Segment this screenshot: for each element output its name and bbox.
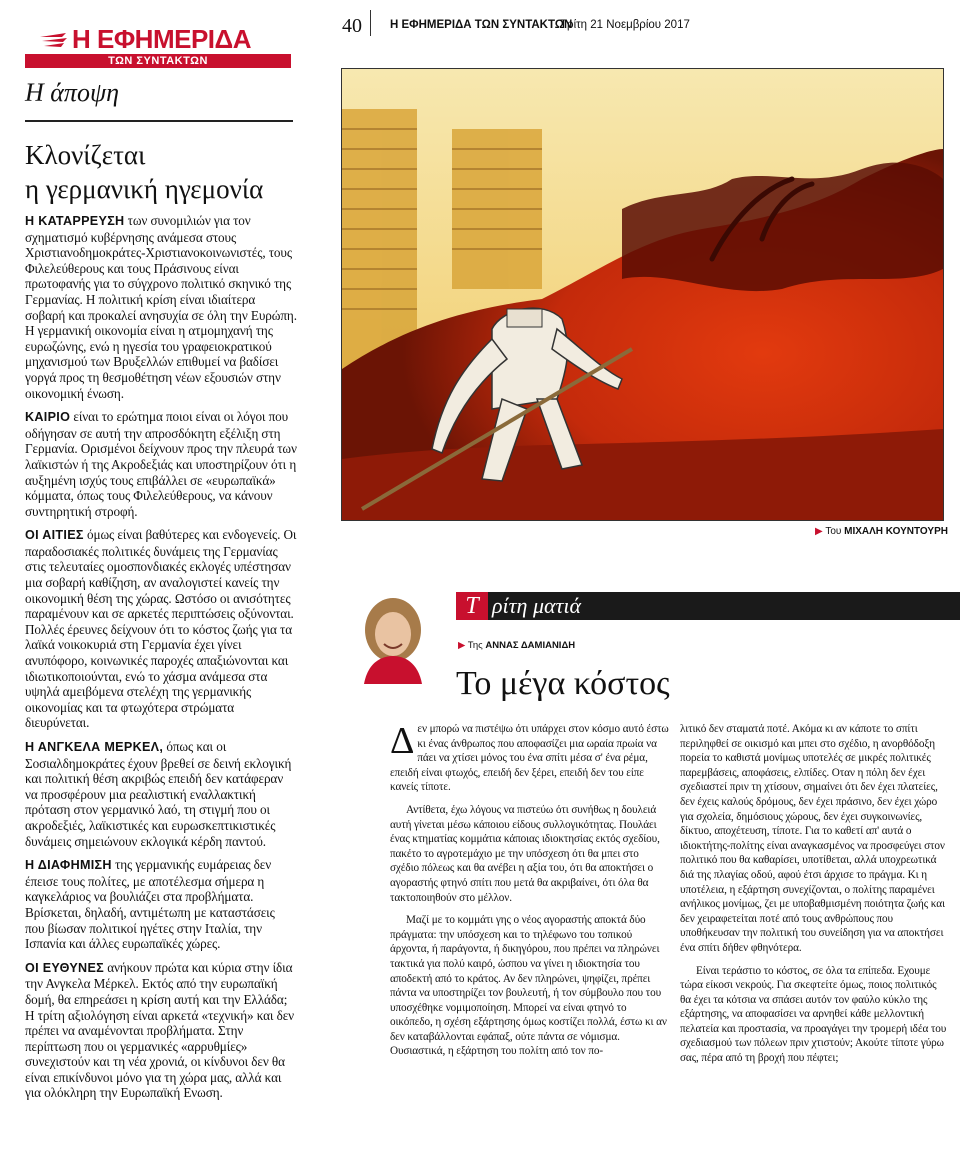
masthead-subtitle: ΤΩΝ ΣΥΝΤΑΚΤΩΝ: [25, 54, 291, 68]
triangle-icon: ▶: [458, 640, 466, 651]
editorial-body: [25, 213, 297, 1109]
column-text-right: [680, 722, 950, 1074]
editorial-headline-line1: Κλονίζεται: [25, 140, 146, 170]
credit-name: ΜΙΧΑΛΗ ΚΟΥΝΤΟΥΡΗ: [844, 526, 948, 537]
section-title: Η άποψη: [25, 78, 119, 107]
editorial-paragraph: [25, 739, 297, 849]
paragraph-lead: Η ΔΙΑΦΗΜΙΣΗ: [25, 858, 112, 873]
page-number: 40: [342, 15, 362, 37]
column-paragraph: λιτικό δεν σταματά ποτέ. Ακόμα κι αν κάποτε το σπίτι περιληφθεί σε οικισμό και μπει στο σχέδιο, η ανορθόδοξη πορεία το καθιστά μονίμως υποτελές σε μικρές πολιτικές παρεμβάσεις, αποφάσεις, ελπίδες. Οταν η πόλη δεν έχει σχεδιαστεί πριν τη χτίσουν, σημαίνει ότι δεν έχει πλατείες, δεν έχεις καλούς δρόμους, δεν έχει πράσινο, δεν έχει χώρο για σχολεία, δημόσιους χώρους, δεν έχει συγκοινωνίες, δίκτυο, αποχέτευση, τίποτε. Για το καθετί απ' αυτά ο ιδιοκτήτης-πολίτης είναι αναγκασμένος να προσφεύγει στον πολιτικό που θα καθαρίσει, υποτίθεται, αλλά υποχρεωτικά διά της πλαγίας οδού, αφού έτσι άρχισε το πράγμα. Κι η υποτέλεια, η εξάρτηση συνεχίζονται, ο πολίτης παραμένει ανήλικος μονίμως, ζει με υποβαθμισμένη ποιότητα ζωής και δεν χειραφετείται ποτέ από τους ανθρώπους που υποθήκευσαν την πολιτική του συνείδηση για να αποκτήσει ένα σπίτι δήθεν φθηνότερα.: [680, 723, 945, 954]
masthead-flag-icon: [40, 33, 68, 49]
drop-cap: Δ: [390, 720, 415, 762]
column-headline: Το μέγα κόστος: [456, 665, 670, 702]
column-title-initial: Τ: [456, 592, 488, 620]
masthead-title: [40, 24, 290, 54]
paragraph-lead: Η ΚΑΤΑΡΡΕΥΣΗ: [25, 214, 125, 228]
column-paragraph-text: εν μπορώ να πιστέψω ότι υπάρχει στον κόσμο αυτό έστω κι ένας άνθρωπος που αποφασίζει μια ωραία πρωία να πάει να χτίσει μόνος του ένα σπίτι μέσα σ' ένα ρέμα, επειδή είναι φτωχός, επειδή δεν ξέρει, επειδή δεν του είπε κανείς τίποτε.: [390, 723, 669, 794]
paragraph-text: είναι το ερώτημα ποιοι είναι οι λόγοι που οδήγησαν σε αυτή την απροσδόκητη εξέλιξη στη Γερμανία. Ορισμένοι δείχνουν προς την πλευρά των λαϊκιστών ή της Ακροδεξιάς και υποστηρίζουν ότι η αυξημένη ισχύς τους επιβάλλει σε «ευρωπαϊκά» κόμματα, όπως τους Φιλελεύθερους, να κάνουν συντηρητική στροφή.: [25, 409, 297, 519]
credit-prefix: Του: [825, 526, 842, 537]
column-paragraph: [390, 722, 670, 795]
masthead-title-text: Η ΕΦΗΜΕΡΙΔΑ: [72, 24, 251, 54]
header-paper-name: Η ΕΦΗΜΕΡΙΔΑ ΤΩΝ ΣΥΝΤΑΚΤΩΝ: [390, 19, 573, 31]
column-byline: [458, 640, 575, 651]
author-photo: [356, 590, 430, 684]
editorial-headline: [25, 138, 295, 206]
editorial-cartoon: [341, 68, 944, 521]
paragraph-text: όμως είναι βαθύτερες και ενδογενείς. Οι παραδοσιακές πολιτικές δυνάμεις της Γερμανίας στις τελευταίες ομοσπονδιακές εκλογές υπέστησαν μια σοβαρή καθίζηση, αν αναλογιστεί κανείς την οικονομική θέση της χώρας. Ωστόσο οι ανισότητες παραμένουν και σε αρκετές περιπτώσεις οξύνονται. Πολλές έρευνες δείχνουν ότι το κόστος ζωής για τα λαϊκά νοικοκυριά στη Γερμανία έχει γίνει ανυπόφορο, κοινωνικές παροχές απαξιώνονται και ιδιωτικοποιούνται, ενώ το χάσμα ανάμεσα στα υψηλά αμειβόμενα στελέχη της γερμανικής οικονομίας και τα φτωχότερα στρώματα διευρύνεται.: [25, 527, 297, 731]
paragraph-text: ανήκουν πρώτα και κύρια στην ίδια την Ανγκελα Μέρκελ. Εκτός από την ευρωπαϊκή δομή, θα επηρεάσει η κρίση αυτή και την Ελλάδα; Η τρίτη αξιολόγηση είναι αρκετά «τεχνική» και δεν πρέπει να αναμένονται προβλήματα. Στην περίπτωση που οι γερμανικές «αρρυθμίες» συνεχιστούν και τη νέα χρονιά, οι κίνδυνοι δεν θα είναι επικίνδυνοι μόνο για τη χώρα μας, αλλά και για ολόκληρη την Ευρωπαϊκή Ενωση.: [25, 959, 294, 1101]
paragraph-lead: ΟΙ ΑΙΤΙΕΣ: [25, 528, 84, 543]
editorial-headline-line2: η γερμανική ηγεμονία: [25, 174, 264, 204]
author-portrait: [356, 590, 430, 684]
paragraph-lead: Η ΑΝΓΚΕΛΑ ΜΕΡΚΕΛ,: [25, 740, 164, 754]
cartoon-illustration: [342, 69, 943, 520]
paragraph-lead: ΚΑΙΡΙΟ: [25, 410, 71, 425]
paragraph-text: της γερμανικής ευμάρειας δεν έπεισε τους πολίτες, με αποτέλεσμα σήμερα η καγκελάριος να βουλιάζει στα προβλήματα. Βρίσκεται, δηλαδή, αντιμέτωπη με καταστάσεις που βίωσαν πολιτικοί ηγέτες στην Ιταλία, την Ισπανία και άλλες ευρωπαϊκές χώρες.: [25, 857, 275, 952]
editorial-paragraph: [25, 527, 297, 731]
section-rule: [25, 120, 293, 122]
column-text-left: [390, 722, 670, 1067]
editorial-paragraph: [25, 960, 297, 1101]
triangle-icon: ▶: [815, 526, 823, 537]
header-separator: [370, 10, 371, 36]
editorial-paragraph: [25, 213, 297, 401]
paragraph-lead: ΟΙ ΕΥΘΥΝΕΣ: [25, 960, 105, 975]
paragraph-text: των συνομιλιών για τον σχηματισμό κυβέρνησης ανάμεσα στους Χριστιανοδημοκράτες-Χριστιανοκοινωνιστές, τους Φιλελεύθερους και τους Πράσινους είναι πρωτοφανής για το σύγχρονο πολιτικό σκηνικό της Γερμανίας. Η πολιτική κρίση είναι ιδιαίτερα σοβαρή και προκαλεί ανησυχία σε όλη την Ευρώπη. Η γερμανική οικονομία είναι η ατμομηχανή της ευρωζώνης, ενώ η ηγεσία του γραφειοκρατικού μηχανισμού των Βρυξελλών επιθυμεί να βαδίσει γοργά προς τη θεσμοθέτηση νέων εξουσιών στην οικονομική ένωση.: [25, 213, 297, 401]
cartoon-credit: [815, 526, 948, 537]
column-paragraph: Μαζί με το κομμάτι γης ο νέος αγοραστής αποκτά δύο πράγματα: την υπόσχεση και το τηλέφωνο του τοπικού άρχοντα, ή παράγοντα, ή δικηγόρου, που πρέπει να πληρώνει τακτικά για πολύ καιρό, ώσπου να γίνει η ιδιοκτησία του αποδεκτή από το κράτος. Αν δεν πληρώνει, ψηφίζει, πρέπει πάντα να υποστηρίζει τον βουλευτή, ή τον σύμβουλο που του υποσχέθηκε νομιμοποίηση. Μπορεί να είναι φτηνό το οικόπεδο, η σχέση εξάρτησης όμως κοστίζει πολλά, έστω κι αν δεν καταβάλλονται εφάπαξ, ούτε πάντα σε νόμισμα. Ουσιαστικά, η εξάρτηση του πολίτη από τον πο-: [390, 914, 667, 1058]
byline-name: ΑΝΝΑΣ ΔΑΜΙΑΝΙΔΗ: [485, 640, 576, 651]
column-paragraph: Αντίθετα, έχω λόγους να πιστεύω ότι συνήθως η δουλειά αυτή γίνεται μέσω κάποιου είδους συλλογικότητας. Πουλάει ένας κτηματίας κομμάτια κάποιας ιδιοκτησίας εκτός σχεδίου, πακέτο το αγροτεμάχιο με την υπόσχεση ότι θα μπει στο σχέδιο πόλεως και θα ανέβει η αξία του, ότι θα αποκτήσει ο αγοραστής φτηνό σπίτι που μετά θα ακριβαίνει, ότι όλα θα τακτοποιηθούν στο μέλλον.: [390, 803, 660, 904]
byline-prefix: Της: [467, 640, 483, 651]
editorial-paragraph: [25, 857, 297, 952]
column-title: ρίτη ματιά: [492, 593, 582, 618]
paragraph-text: όπως και οι Σοσιαλδημοκράτες έχουν βρεθεί σε δεινή εκλογική και πολιτική θέση ακριβώς επειδή δεν κατάφεραν να προσφέρουν μια ρεαλιστική εναλλακτική πρόταση στον γερμανικό λαό, τη στιγμή που οι ακροδεξιές, λαϊκιστικές και ευρωσκεπτικιστικές δυνάμεις σημειώνουν εκλογικά κέρδη παντού.: [25, 739, 292, 849]
column-paragraph: Είναι τεράστιο το κόστος, σε όλα τα επίπεδα. Εχουμε τώρα είκοσι νεκρούς. Για σκεφτείτε όμως, ποιος πολιτικός θα έχει τα κότσια να σπάσει αυτόν τον φαύλο κύκλο της εξάρτησης, να αποφασίσει να αρνηθεί κάθε μελλοντική πελατεία και προστασία, να προαγάγει την τρομερή ιδέα του σχεδιασμού των πόλεων πριν χτιστούν; Ακούτε τίποτε γύρω σας, πέρα από τη βροχή που πέφτει;: [680, 964, 947, 1065]
header-date: Τρίτη 21 Νοεμβρίου 2017: [560, 19, 690, 31]
editorial-paragraph: [25, 409, 297, 519]
